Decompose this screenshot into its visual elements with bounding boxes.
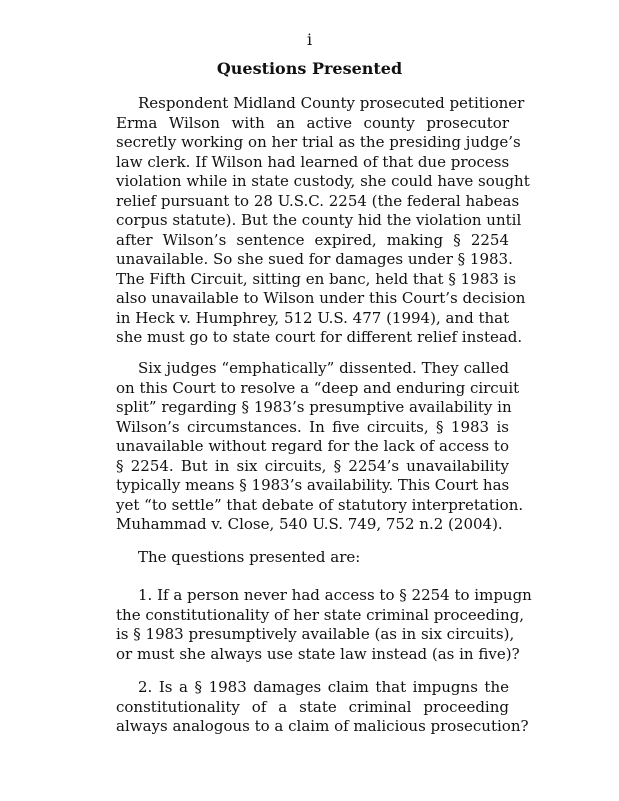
- text-line: or must she always use state law instead (as in five)?: [116, 644, 520, 663]
- text-line: Wilson’s circumstances. In five circuits, § 1983 is: [116, 417, 509, 436]
- text-line: typically means § 1983’s availability. This Court has: [116, 476, 510, 494]
- page-number: i: [306, 30, 313, 49]
- paragraph-circuit-split: [116, 359, 524, 535]
- paragraph-background: [116, 94, 530, 348]
- text-line: unavailable. So she sued for damages under § 1983.: [116, 250, 513, 268]
- text-line: Muhammad v. Close, 540 U.S. 749, 752 n.2 (2004).: [116, 515, 503, 533]
- text-line: the constitutionality of her state criminal proceeding,: [116, 605, 525, 624]
- text-line: secretly working on her trial as the presiding judge’s: [116, 133, 521, 151]
- text-line: split” regarding § 1983’s presumptive availability in: [116, 398, 512, 416]
- text-line: also unavailable to Wilson under this Court’s decision: [116, 289, 526, 307]
- text-line: The Fifth Circuit, sitting en banc, held that § 1983 is: [116, 269, 517, 288]
- text-line: corpus statute). But the county hid the violation until: [116, 211, 522, 229]
- text-line: unavailable without regard for the lack of access to: [116, 437, 509, 455]
- text-line: 2. Is a § 1983 damages claim that impugns the: [138, 678, 509, 696]
- text-line: Six judges “emphatically” dissented. They called: [138, 359, 509, 377]
- text-line: violation while in state custody, she could have sought: [116, 172, 530, 190]
- section-title: Questions Presented: [216, 59, 403, 78]
- text-line: in Heck v. Humphrey, 512 U.S. 477 (1994), and that: [116, 308, 510, 327]
- text-line: relief pursuant to 28 U.S.C. 2254 (the federal habeas: [116, 191, 520, 210]
- text-line: yet “to settle” that debate of statutory interpretation.: [116, 495, 524, 514]
- text-line: always analogous to a claim of malicious prosecution?: [116, 717, 529, 735]
- text-line: The questions presented are:: [138, 548, 361, 566]
- text-line: § 2254. But in six circuits, § 2254’s unavailability: [116, 456, 509, 475]
- text-line: on this Court to resolve a “deep and enduring circuit: [116, 378, 520, 397]
- question-2: [116, 678, 529, 737]
- text-line: constitutionality of a state criminal proceeding: [116, 697, 509, 716]
- text-line: is § 1983 presumptively available (as in six circuits),: [116, 625, 515, 643]
- text-line: law clerk. If Wilson had learned of that due process: [116, 152, 510, 171]
- text-line: Erma Wilson with an active county prosecutor: [116, 113, 509, 132]
- text-line: she must go to state court for different relief instead.: [116, 328, 523, 346]
- paragraph-intro: [116, 548, 509, 568]
- text-line: after Wilson’s sentence expired, making § 2254: [116, 230, 509, 249]
- question-1: [116, 586, 532, 664]
- text-line: 1. If a person never had access to § 2254 to impugn: [138, 586, 532, 604]
- text-line: Respondent Midland County prosecuted petitioner: [138, 94, 525, 112]
